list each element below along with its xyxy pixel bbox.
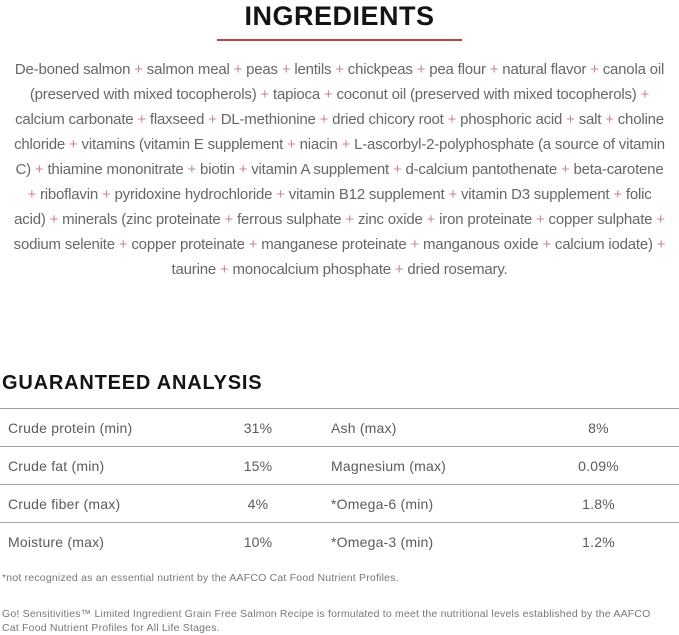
formulation-statement: Go! Sensitivities™ Limited Ingredient Grain Free Salmon Recipe is formulated to meet the nutritional levels established by the AAFCO Cat Food Nutrient Profiles for All Life Stages.: [2, 608, 651, 634]
nutrient-label: Ash (max): [331, 419, 397, 436]
nutrient-label: Magnesium (max): [331, 457, 447, 474]
plus-separator: +: [394, 261, 404, 278]
plus-separator: +: [248, 236, 258, 253]
plus-separator: +: [34, 161, 44, 178]
plus-separator: +: [101, 186, 111, 203]
nutrient-label: Crude fat (min): [8, 457, 105, 474]
table-row: [0, 446, 679, 484]
plus-separator: +: [613, 186, 622, 203]
plus-separator: +: [319, 111, 329, 128]
nutrient-label: Crude protein (min): [8, 419, 133, 436]
nutrient-label: *Omega-3 (min): [331, 533, 434, 550]
plus-separator: +: [238, 161, 248, 178]
plus-separator: +: [536, 211, 545, 228]
plus-separator: +: [410, 236, 420, 253]
guaranteed-analysis-table: [0, 408, 679, 560]
plus-separator: +: [260, 86, 270, 103]
nutrient-value: 1.2%: [582, 533, 615, 550]
nutrient-value: 8%: [588, 419, 609, 436]
nutrient-label: *Omega-6 (min): [331, 495, 434, 512]
plus-separator: +: [656, 236, 666, 253]
plus-separator: +: [605, 111, 614, 128]
plus-separator: +: [137, 111, 146, 128]
plus-separator: +: [656, 211, 665, 228]
plus-separator: +: [224, 211, 234, 228]
plus-separator: +: [281, 61, 291, 78]
plus-separator: +: [118, 236, 128, 253]
plus-separator: +: [640, 86, 650, 103]
plus-separator: +: [323, 86, 333, 103]
plus-separator: +: [208, 111, 217, 128]
plus-separator: +: [447, 111, 457, 128]
red-divider-line: [217, 39, 462, 41]
nutrient-label: Crude fiber (max): [8, 495, 121, 512]
plus-separator: +: [416, 61, 426, 78]
nutrient-value: 1.8%: [582, 495, 615, 512]
ingredients-section-title: INGREDIENTS: [244, 1, 435, 31]
guaranteed-analysis-title: GUARANTEED ANALYSIS: [2, 372, 263, 394]
nutrient-label: Moisture (max): [8, 533, 105, 550]
plus-separator: +: [187, 161, 197, 178]
plus-separator: +: [276, 186, 285, 203]
plus-separator: +: [219, 261, 229, 278]
nutrient-value: 15%: [243, 457, 273, 474]
plus-separator: +: [27, 186, 36, 203]
plus-separator: +: [233, 61, 243, 78]
plus-separator: +: [560, 161, 570, 178]
plus-separator: +: [134, 61, 143, 78]
plus-separator: +: [392, 161, 402, 178]
plus-separator: +: [542, 236, 551, 253]
plus-separator: +: [345, 211, 354, 228]
plus-separator: +: [287, 136, 296, 153]
table-row: [0, 522, 679, 560]
plus-separator: +: [426, 211, 436, 228]
aafco-footnote: *not recognized as an essential nutrient by the AAFCO Cat Food Nutrient Profiles.: [2, 572, 399, 584]
plus-separator: +: [341, 136, 351, 153]
nutrient-value: 31%: [243, 419, 273, 436]
plus-separator: +: [49, 211, 59, 228]
nutrient-value: 10%: [243, 533, 273, 550]
table-row: [0, 408, 679, 446]
plus-separator: +: [590, 61, 599, 78]
plus-separator: +: [448, 186, 458, 203]
table-row: [0, 484, 679, 522]
ingredients-paragraph: De-boned salmon + salmon meal + peas + lentils + chickpeas + pea flour + natural flavor + canola oil (preserved with mixed tocopherols) + tapioca + coconut oil (preserved with mixed tocopherols) + calcium carbonate + flaxseed + DL-methionine + dried chicory root + phosphoric acid + salt + choline chloride + vitamins (vitamin E supplement + niacin + L-ascorbyl-2-polyphosphate (a source of vitamin C) + thiamine mononitrate + biotin + vitamin A supplement + d-calcium pantothenate + beta-carotene + riboflavin + pyridoxine hydrochloride + vitamin B12 supplement + vitamin D3 supplement + folic acid) + minerals (zinc proteinate + ferrous sulphate + zinc oxide + iron proteinate + copper sulphate + sodium selenite + copper proteinate + manganese proteinate + manganous oxide + calcium iodate) + taurine + monocalcium phosphate + dried rosemary.: [13, 61, 666, 278]
nutrient-value: 4%: [247, 495, 269, 512]
plus-separator: +: [566, 111, 575, 128]
plus-separator: +: [69, 136, 78, 153]
plus-separator: +: [489, 61, 499, 78]
nutrient-value: 0.09%: [578, 457, 619, 474]
plus-separator: +: [335, 61, 344, 78]
